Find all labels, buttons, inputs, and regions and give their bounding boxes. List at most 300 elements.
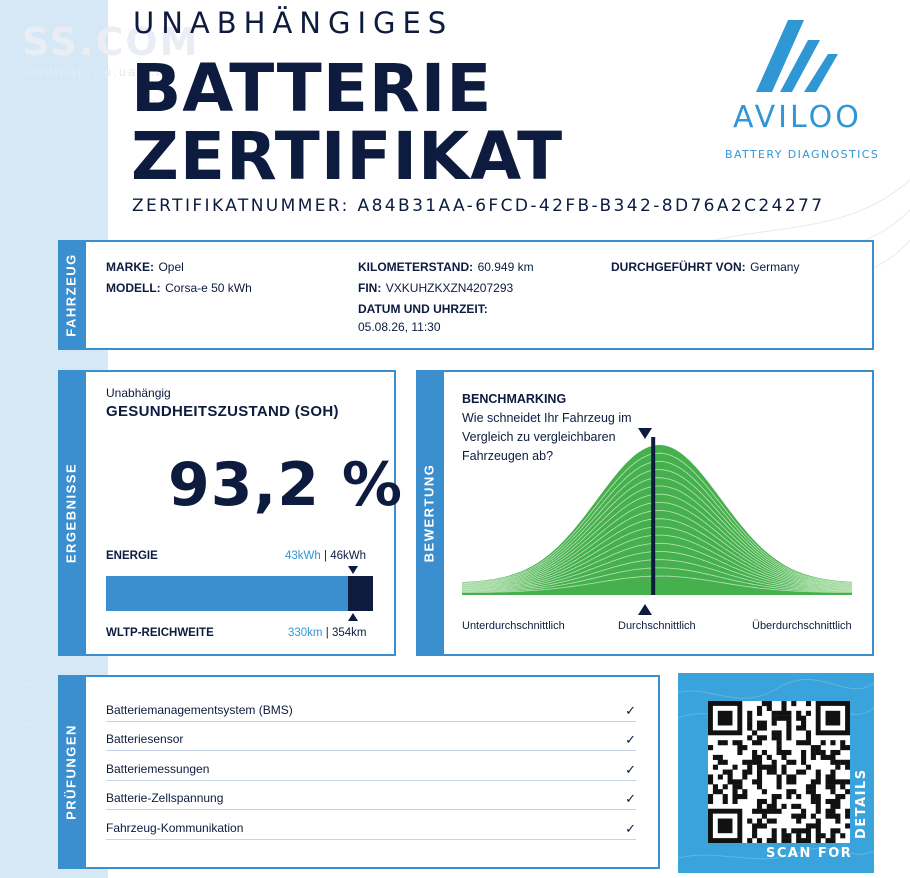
qr-module <box>752 809 757 814</box>
qr-module <box>732 784 737 789</box>
qr-module <box>826 784 831 789</box>
qr-module <box>742 789 747 794</box>
qr-module <box>830 789 835 794</box>
qr-module <box>737 740 742 745</box>
qr-module <box>772 838 777 843</box>
qr-module <box>840 779 845 784</box>
qr-code[interactable] <box>708 701 850 843</box>
qr-module <box>732 794 737 799</box>
qr-module <box>816 823 821 828</box>
qr-module <box>835 794 840 799</box>
qr-module <box>777 784 782 789</box>
qr-module <box>732 740 737 745</box>
qr-module <box>801 755 806 760</box>
durch-value: Germany <box>750 260 800 274</box>
qr-module <box>806 823 811 828</box>
qr-module <box>786 779 791 784</box>
qr-module <box>830 833 835 838</box>
qr-module <box>777 735 782 740</box>
datum-label-row <box>358 300 488 318</box>
qr-module <box>791 804 796 809</box>
qr-module <box>777 716 782 721</box>
qr-module <box>781 804 786 809</box>
qr-module <box>713 789 718 794</box>
qr-module <box>835 819 840 824</box>
qr-module <box>723 770 728 775</box>
qr-module <box>821 833 826 838</box>
qr-module <box>762 809 767 814</box>
qr-module <box>752 750 757 755</box>
durch-label: DURCHGEFÜHRT VON: <box>611 260 746 274</box>
check-label: Batteriemanagementsystem (BMS) <box>106 703 293 717</box>
qr-module <box>840 784 845 789</box>
tab-pruefungen-label: PRÜFUNGEN <box>63 724 79 820</box>
qr-module <box>840 794 845 799</box>
qr-module <box>767 804 772 809</box>
tab-ergebnisse-label: ERGEBNISSE <box>63 462 79 564</box>
durch-row <box>611 258 799 276</box>
qr-module <box>708 774 713 779</box>
qr-module <box>772 730 777 735</box>
qr-module <box>826 814 831 819</box>
qr-module <box>777 711 782 716</box>
qr-module <box>781 838 786 843</box>
reichweite-max: 354km <box>331 627 367 639</box>
qr-module <box>718 740 723 745</box>
qr-module <box>728 770 733 775</box>
qr-finder-inner <box>718 711 733 726</box>
watermark-sub: studinaju.ru.ua.v.t <box>22 64 162 79</box>
qr-module <box>791 828 796 833</box>
qr-module <box>811 794 816 799</box>
km-label: KILOMETERSTAND: <box>358 260 474 274</box>
qr-module <box>723 784 728 789</box>
qr-module <box>821 750 826 755</box>
qr-module <box>757 784 762 789</box>
title-line-1: BATTERIE <box>131 50 493 127</box>
qr-module <box>830 774 835 779</box>
qr-module <box>737 794 742 799</box>
qr-module <box>826 809 831 814</box>
soh-title: GESUNDHEITSZUSTAND (SOH) <box>106 403 339 420</box>
qr-module <box>801 770 806 775</box>
qr-module <box>791 789 796 794</box>
qr-module <box>811 755 816 760</box>
qr-module <box>791 779 796 784</box>
qr-module <box>816 799 821 804</box>
qr-module <box>816 804 821 809</box>
qr-module <box>737 779 742 784</box>
qr-module <box>835 799 840 804</box>
qr-module <box>777 730 782 735</box>
qr-module <box>742 794 747 799</box>
qr-module <box>845 779 850 784</box>
qr-module <box>762 750 767 755</box>
qr-module <box>772 833 777 838</box>
qr-module <box>816 838 821 843</box>
qr-module <box>806 838 811 843</box>
datum-value: 05.08.26, 11:30 <box>358 320 441 334</box>
qr-module <box>762 701 767 706</box>
qr-module <box>747 725 752 730</box>
qr-module <box>845 809 850 814</box>
qr-module <box>796 833 801 838</box>
qr-module <box>762 735 767 740</box>
qr-module <box>791 814 796 819</box>
qr-module <box>723 794 728 799</box>
qr-module <box>806 789 811 794</box>
check-row <box>106 811 636 840</box>
qr-module <box>781 828 786 833</box>
qr-module <box>732 765 737 770</box>
qr-module <box>811 779 816 784</box>
reichweite-current: 330km <box>288 627 323 639</box>
reichweite-label: WLTP-REICHWEITE <box>106 627 214 639</box>
qr-module <box>772 721 777 726</box>
qr-module <box>708 794 713 799</box>
qr-module <box>806 765 811 770</box>
qr-module <box>708 745 713 750</box>
logo-subtitle: BATTERY DIAGNOSTICS <box>725 148 880 161</box>
qr-module <box>752 828 757 833</box>
qr-module <box>762 823 767 828</box>
tab-fahrzeug-label: FAHRZEUG <box>63 253 79 337</box>
qr-module <box>796 794 801 799</box>
benchmark-marker-top <box>638 428 652 439</box>
qr-module <box>781 716 786 721</box>
reichweite-values <box>288 627 366 639</box>
qr-module <box>835 814 840 819</box>
qr-module <box>752 779 757 784</box>
qr-module <box>757 711 762 716</box>
tab-bewertung-label: BEWERTUNG <box>421 463 437 563</box>
qr-module <box>708 779 713 784</box>
qr-module <box>723 760 728 765</box>
qr-module <box>801 716 806 721</box>
qr-module <box>811 745 816 750</box>
qr-module <box>796 838 801 843</box>
qr-module <box>811 750 816 755</box>
qr-module <box>801 721 806 726</box>
qr-module <box>786 711 791 716</box>
qr-module <box>757 706 762 711</box>
qr-code-pattern <box>708 701 850 843</box>
qr-module <box>762 789 767 794</box>
qr-module <box>835 804 840 809</box>
qr-module <box>752 740 757 745</box>
check-row <box>106 752 636 781</box>
checkmark-icon: ✓ <box>625 762 636 777</box>
axis-label-below: Unterdurchschnittlich <box>462 620 565 632</box>
qr-module <box>757 755 762 760</box>
qr-module <box>752 755 757 760</box>
modell-row <box>106 279 252 297</box>
soh-value: 93,2 % <box>168 450 404 520</box>
qr-module <box>747 765 752 770</box>
energie-separator: | <box>324 550 327 562</box>
qr-module <box>835 828 840 833</box>
qr-module <box>781 750 786 755</box>
qr-module <box>772 799 777 804</box>
qr-module <box>830 784 835 789</box>
qr-module <box>806 740 811 745</box>
qr-module <box>767 770 772 775</box>
km-row <box>358 258 534 276</box>
qr-module <box>757 725 762 730</box>
pre-title: UNABHÄNGIGES <box>133 6 454 40</box>
qr-module <box>747 735 752 740</box>
qr-module <box>757 819 762 824</box>
qr-module <box>728 779 733 784</box>
qr-module <box>786 760 791 765</box>
qr-module <box>830 779 835 784</box>
checkmark-icon: ✓ <box>625 732 636 747</box>
qr-module <box>845 823 850 828</box>
qr-module <box>801 809 806 814</box>
qr-module <box>781 833 786 838</box>
qr-module <box>845 789 850 794</box>
qr-module <box>747 819 752 824</box>
qr-module <box>811 799 816 804</box>
qr-module <box>767 765 772 770</box>
qr-module <box>752 833 757 838</box>
qr-module <box>786 838 791 843</box>
qr-module <box>718 774 723 779</box>
title-line-2: ZERTIFIKAT <box>131 118 564 195</box>
qr-module <box>816 745 821 750</box>
qr-module <box>786 750 791 755</box>
qr-module <box>835 750 840 755</box>
qr-module <box>762 725 767 730</box>
qr-module <box>845 745 850 750</box>
qr-module <box>772 770 777 775</box>
qr-module <box>757 799 762 804</box>
qr-module <box>811 789 816 794</box>
marke-value: Opel <box>158 260 184 274</box>
qr-module <box>781 755 786 760</box>
benchmark-title: BENCHMARKING <box>462 392 567 406</box>
qr-module <box>767 701 772 706</box>
qr-module <box>826 755 831 760</box>
qr-module <box>796 814 801 819</box>
qr-module <box>762 799 767 804</box>
checkmark-icon: ✓ <box>625 703 636 718</box>
qr-module <box>781 711 786 716</box>
qr-module <box>816 819 821 824</box>
qr-module <box>742 770 747 775</box>
qr-module <box>723 740 728 745</box>
bar-marker-bottom <box>348 613 358 621</box>
qr-module <box>835 760 840 765</box>
qr-module <box>786 716 791 721</box>
qr-module <box>757 770 762 775</box>
details-text: DETAILS <box>854 768 869 839</box>
check-row <box>106 722 636 751</box>
benchmark-bell-curve <box>462 425 852 605</box>
qr-module <box>772 804 777 809</box>
soh-bar-fill <box>106 576 348 611</box>
qr-module <box>708 799 713 804</box>
qr-module <box>786 721 791 726</box>
qr-finder-inner <box>826 711 841 726</box>
scan-for-text: SCAN FOR <box>766 846 853 861</box>
qr-module <box>781 765 786 770</box>
qr-module <box>796 725 801 730</box>
fin-row <box>358 279 513 297</box>
qr-module <box>830 770 835 775</box>
qr-module <box>757 779 762 784</box>
qr-module <box>830 828 835 833</box>
qr-module <box>757 809 762 814</box>
check-label: Fahrzeug-Kommunikation <box>106 821 244 835</box>
qr-module <box>816 809 821 814</box>
qr-module <box>757 765 762 770</box>
qr-module <box>762 814 767 819</box>
qr-module <box>796 716 801 721</box>
qr-module <box>781 706 786 711</box>
qr-module <box>713 755 718 760</box>
check-label: Batteriesensor <box>106 732 184 746</box>
qr-module <box>801 725 806 730</box>
qr-module <box>757 838 762 843</box>
qr-module <box>830 740 835 745</box>
qr-module <box>830 814 835 819</box>
qr-module <box>816 779 821 784</box>
qr-module <box>718 789 723 794</box>
qr-module <box>840 745 845 750</box>
energie-max: 46kWh <box>330 550 366 562</box>
qr-module <box>830 750 835 755</box>
qr-module <box>845 814 850 819</box>
qr-module <box>796 711 801 716</box>
qr-module <box>772 819 777 824</box>
qr-module <box>816 750 821 755</box>
qr-module <box>762 765 767 770</box>
qr-module <box>840 760 845 765</box>
fin-value: VXKUHZKXZN4207293 <box>385 281 514 295</box>
triangle-logo-icon <box>752 10 848 96</box>
qr-module <box>742 774 747 779</box>
qr-module <box>752 730 757 735</box>
qr-module <box>806 711 811 716</box>
modell-label: MODELL: <box>106 281 161 295</box>
qr-module <box>718 760 723 765</box>
qr-module <box>801 740 806 745</box>
qr-module <box>757 735 762 740</box>
qr-module <box>781 701 786 706</box>
qr-module <box>772 735 777 740</box>
qr-module <box>757 721 762 726</box>
qr-module <box>747 760 752 765</box>
qr-module <box>772 765 777 770</box>
qr-module <box>806 735 811 740</box>
qr-module <box>747 716 752 721</box>
datum-value-row <box>358 318 441 336</box>
check-label: Batterie-Zellspannung <box>106 791 224 805</box>
qr-module <box>752 823 757 828</box>
energie-current: 43kWh <box>285 550 321 562</box>
soh-bar-track <box>106 576 373 611</box>
qr-module <box>767 819 772 824</box>
qr-module <box>826 774 831 779</box>
qr-module <box>777 774 782 779</box>
qr-module <box>826 779 831 784</box>
soh-subtitle: Unabhängig <box>106 386 171 400</box>
qr-module <box>796 828 801 833</box>
datum-label: DATUM UND UHRZEIT: <box>358 302 488 316</box>
reichweite-separator: | <box>325 627 329 639</box>
qr-module <box>777 745 782 750</box>
qr-module <box>781 770 786 775</box>
qr-module <box>767 706 772 711</box>
qr-module <box>742 745 747 750</box>
qr-module <box>791 760 796 765</box>
qr-module <box>757 760 762 765</box>
tab-ergebnisse <box>58 370 84 656</box>
check-row <box>106 781 636 810</box>
qr-module <box>830 804 835 809</box>
fin-label: FIN: <box>358 281 382 295</box>
qr-module <box>747 770 752 775</box>
axis-label-average: Durchschnittlich <box>618 620 696 632</box>
qr-module <box>791 774 796 779</box>
qr-module <box>791 701 796 706</box>
qr-module <box>821 755 826 760</box>
qr-module <box>737 784 742 789</box>
qr-module <box>772 809 777 814</box>
qr-module <box>777 740 782 745</box>
qr-module <box>835 779 840 784</box>
qr-module <box>806 833 811 838</box>
qr-module <box>786 789 791 794</box>
qr-module <box>796 819 801 824</box>
check-label: Batteriemessungen <box>106 762 210 776</box>
qr-module <box>786 735 791 740</box>
qr-module <box>816 828 821 833</box>
check-row <box>106 693 636 722</box>
qr-module <box>757 804 762 809</box>
qr-module <box>830 799 835 804</box>
qr-module <box>816 794 821 799</box>
qr-module <box>806 701 811 706</box>
tab-fahrzeug <box>58 240 84 350</box>
qr-module <box>801 750 806 755</box>
qr-module <box>757 774 762 779</box>
tab-pruefungen <box>58 675 84 869</box>
qr-module <box>816 774 821 779</box>
qr-module <box>747 721 752 726</box>
qr-module <box>772 794 777 799</box>
qr-module <box>796 740 801 745</box>
qr-module <box>757 823 762 828</box>
qr-module <box>796 770 801 775</box>
qr-module <box>767 838 772 843</box>
qr-code-box[interactable] <box>678 673 874 873</box>
qr-module <box>826 799 831 804</box>
qr-module <box>752 760 757 765</box>
qr-module <box>786 730 791 735</box>
marke-row <box>106 258 184 276</box>
qr-module <box>737 750 742 755</box>
marke-label: MARKE: <box>106 260 154 274</box>
qr-finder-inner <box>718 819 733 834</box>
qr-module <box>747 838 752 843</box>
benchmark-question: Wie schneidet Ihr Fahrzeug im Vergleich zu vergleichbaren Fahrzeugen ab? <box>462 411 632 463</box>
energie-label: ENERGIE <box>106 550 158 562</box>
qr-module <box>806 828 811 833</box>
certificate-number: ZERTIFIKATNUMMER: A84B31AA-6FCD-42FB-B342-8D76A2C24277 <box>132 196 825 216</box>
qr-module <box>806 730 811 735</box>
